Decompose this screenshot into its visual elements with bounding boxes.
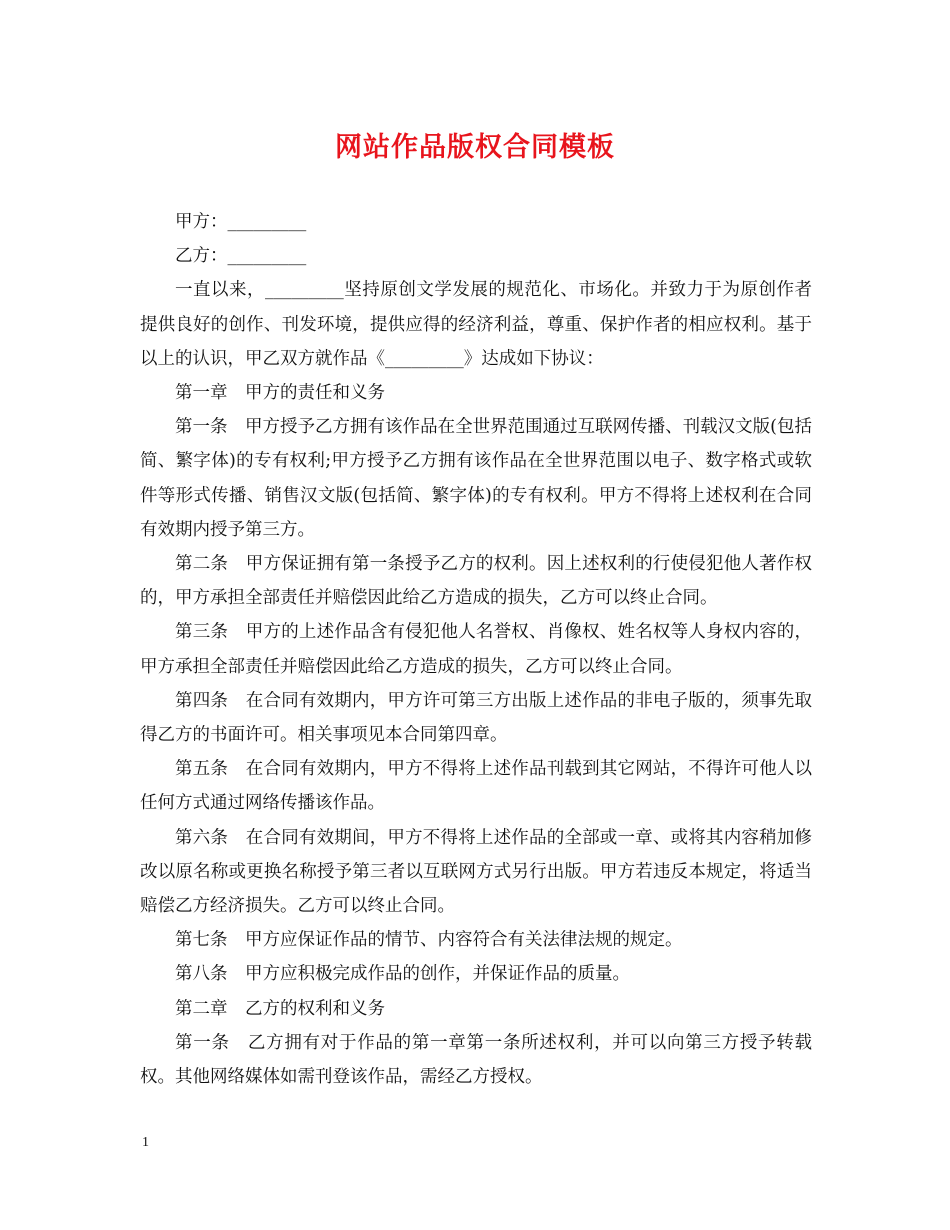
page-number: 1 (142, 1135, 149, 1150)
chapter-one-article-5: 第五条 在合同有效期内，甲方不得将上述作品刊载到其它网站，不得许可他人以任何方式通过网络传播该作品。 (140, 759, 812, 814)
chapter-one-article-6: 第六条 在合同有效期间，甲方不得将上述作品的全部或一章、或将其内容稍加修改以原名称或更换名称授予第三者以互联网方式另行出版。甲方若违反本规定，将适当赔偿乙方经济损失。乙方可以终止合同。 (140, 827, 812, 917)
chapter-two-article-1: 第一条 乙方拥有对于作品的第一章第一条所述权利，并可以向第三方授予转载权。其他网络媒体如需刊登该作品，需经乙方授权。 (140, 1032, 812, 1088)
party-a-line: 甲方：_________ (175, 212, 307, 232)
chapter-one-article-4: 第四条 在合同有效期内，甲方许可第三方出版上述作品的非电子版的，须事先取得乙方的书面许可。相关事项见本合同第四章。 (140, 690, 812, 746)
chapter-two-heading: 第二章 乙方的权利和义务 (175, 998, 385, 1019)
document-body (140, 205, 812, 1094)
chapter-one-article-1: 第一条 甲方授予乙方拥有该作品在全世界范围通过互联网传播、刊载汉文版(包括简、繁字体)的专有权利;甲方授予乙方拥有该作品在全世界范围以电子、数字格式或软件等形式传播、销售汉文版(包括简、繁字体)的专有权利。甲方不得将上述权利在合同有效期内授予第三方。 (140, 417, 812, 540)
chapter-one-article-3: 第三条 甲方的上述作品含有侵犯他人名誉权、肖像权、姓名权等人身权内容的，甲方承担全部责任并赔偿因此给乙方造成的损失，乙方可以终止合同。 (140, 622, 812, 677)
chapter-one-heading: 第一章 甲方的责任和义务 (175, 383, 385, 404)
chapter-one-article-2: 第二条 甲方保证拥有第一条授予乙方的权利。因上述权利的行使侵犯他人著作权的，甲方承担全部责任并赔偿因此给乙方造成的损失，乙方可以终止合同。 (140, 554, 812, 609)
page-title: 网站作品版权合同模板 (335, 132, 615, 163)
party-b-line: 乙方：_________ (175, 246, 307, 267)
chapter-one-article-8: 第八条 甲方应积极完成作品的创作，并保证作品的质量。 (175, 964, 630, 985)
preamble-paragraph: 一直以来，_________坚持原创文学发展的规范化、市场化。并致力于为原创作者提供良好的创作、刊发环境，提供应得的经济利益，尊重、保护作者的相应权利。基于以上的认识，甲乙双方就作品《_________》达成如下协议： (140, 280, 812, 369)
chapter-one-article-7: 第七条 甲方应保证作品的情节、内容符合有关法律法规的规定。 (175, 930, 683, 951)
